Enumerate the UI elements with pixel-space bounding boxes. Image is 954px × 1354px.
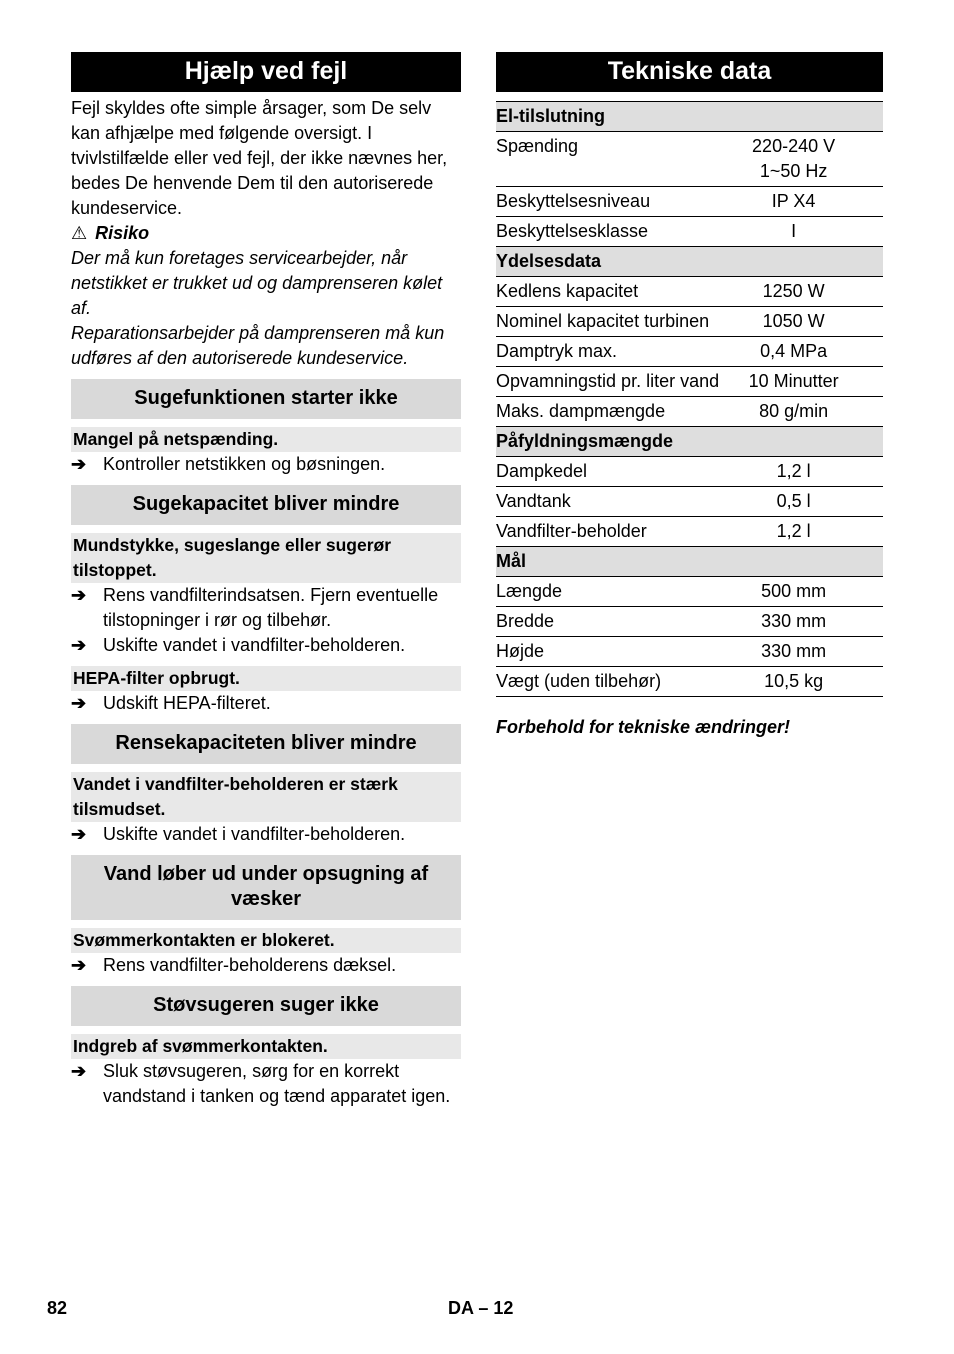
arrow-right-icon: ➔	[71, 454, 87, 474]
spec-label: Vægt (uden tilbehør)	[496, 667, 728, 697]
spec-value: I	[728, 217, 883, 247]
spec-value: 330 mm	[728, 607, 883, 637]
spec-group-row	[496, 547, 883, 577]
spec-label: Nominel kapacitet turbinen	[496, 307, 728, 337]
remedy-step-text: Kontroller netstikken og bøsningen.	[103, 454, 386, 474]
spec-value: 0,4 MPa	[728, 337, 883, 367]
section-heading: Støvsugeren suger ikke	[71, 986, 461, 1026]
spec-label: Vandfilter-beholder	[496, 517, 728, 547]
spec-value: 1050 W	[728, 307, 883, 337]
spec-label: Højde	[496, 637, 728, 667]
spec-label: Vandtank	[496, 487, 728, 517]
problem-cause: Indgreb af svømmerkontakten.	[71, 1034, 461, 1059]
spec-group-row	[496, 427, 883, 457]
remedy-step-text: Uskifte vandet i vandfilter-beholderen.	[103, 824, 406, 844]
spec-value: 220-240 V 1~50 Hz	[728, 132, 883, 187]
spec-value: 1,2 l	[728, 457, 883, 487]
spec-label: Beskyttelsesklasse	[496, 217, 728, 247]
arrow-right-icon: ➔	[71, 955, 87, 975]
spec-row	[496, 637, 883, 667]
spec-value: 1,2 l	[728, 517, 883, 547]
troubleshooting-column	[71, 52, 461, 1109]
spec-group-name: El-tilslutning	[496, 102, 883, 132]
remedy-step	[71, 583, 461, 633]
spec-value: 10 Minutter	[728, 367, 883, 397]
spec-value: 0,5 l	[728, 487, 883, 517]
spec-value: 10,5 kg	[728, 667, 883, 697]
technical-data-title: Tekniske data	[496, 52, 883, 92]
spec-row	[496, 367, 883, 397]
problem-cause: Mundstykke, sugeslange eller sugerør tilstoppet.	[71, 533, 461, 583]
warning-label-row	[71, 221, 461, 246]
warning-text-1: Der må kun foretages servicearbejder, når netstikket er trukket ud og damprenseren kølet af.	[71, 248, 443, 318]
spec-group-name: Påfyldningsmængde	[496, 427, 883, 457]
technical-changes-note: Forbehold for tekniske ændringer!	[496, 717, 791, 737]
troubleshooting-sections	[71, 379, 461, 1109]
remedy-step	[71, 691, 461, 716]
spec-label: Spænding	[496, 132, 728, 187]
remedy-step	[71, 953, 461, 978]
troubleshooting-title: Hjælp ved fejl	[71, 52, 461, 92]
remedy-step-text: Rens vandfilter-beholderens dæksel.	[103, 955, 397, 975]
spec-row	[496, 607, 883, 637]
remedy-step-text: Rens vandfilterindsatsen. Fjern eventuelle tilstopninger i rør og tilbehør.	[103, 585, 439, 630]
page-number: 82	[47, 1298, 68, 1318]
remedy-step	[71, 452, 461, 477]
spec-group-row	[496, 102, 883, 132]
spec-label: Dampkedel	[496, 457, 728, 487]
arrow-right-icon: ➔	[71, 824, 87, 844]
spec-value: 330 mm	[728, 637, 883, 667]
arrow-right-icon: ➔	[71, 585, 87, 605]
intro-text: Fejl skyldes ofte simple årsager, som De selv kan afhjælpe med følgende oversigt. I tvivlstilfælde eller ved fejl, der ikke nævnes her, bedes De henvende Dem til den autoriserede kundeservice.	[71, 98, 448, 218]
spec-group-name: Mål	[496, 547, 883, 577]
remedy-step	[71, 822, 461, 847]
spec-label: Maks. dampmængde	[496, 397, 728, 427]
arrow-right-icon: ➔	[71, 635, 87, 655]
spec-row	[496, 187, 883, 217]
spec-group-name: Ydelsesdata	[496, 247, 883, 277]
spec-label: Længde	[496, 577, 728, 607]
warning-triangle-icon: ⚠	[71, 223, 88, 243]
problem-cause: Vandet i vandfilter-beholderen er stærk tilsmudset.	[71, 772, 461, 822]
remedy-step-text: Sluk støvsugeren, sørg for en korrekt vandstand i tanken og tænd apparatet igen.	[103, 1061, 451, 1106]
spec-row	[496, 337, 883, 367]
warning-text-2: Reparationsarbejder på damprenseren må kun udføres af den autoriserede kundeservice.	[71, 323, 445, 368]
technical-data-table	[496, 101, 883, 697]
remedy-step-text: Uskifte vandet i vandfilter-beholderen.	[103, 635, 406, 655]
spec-row	[496, 132, 883, 187]
spec-row	[496, 307, 883, 337]
spec-label: Bredde	[496, 607, 728, 637]
problem-cause: HEPA-filter opbrugt.	[71, 666, 461, 691]
remedy-step-text: Udskift HEPA-filteret.	[103, 693, 271, 713]
problem-cause: Svømmerkontakten er blokeret.	[71, 928, 461, 953]
spec-value: 500 mm	[728, 577, 883, 607]
section-heading: Rensekapaciteten bliver mindre	[71, 724, 461, 764]
spec-row	[496, 487, 883, 517]
spec-value: 80 g/min	[728, 397, 883, 427]
technical-data-column	[496, 52, 883, 738]
remedy-step	[71, 1059, 461, 1109]
spec-row	[496, 577, 883, 607]
problem-cause: Mangel på netspænding.	[71, 427, 461, 452]
spec-row	[496, 397, 883, 427]
spec-row	[496, 277, 883, 307]
spec-label: Beskyttelsesniveau	[496, 187, 728, 217]
spec-row	[496, 217, 883, 247]
spec-label: Opvamningstid pr. liter vand	[496, 367, 728, 397]
section-heading: Sugekapacitet bliver mindre	[71, 485, 461, 525]
spec-row	[496, 667, 883, 697]
spec-value: 1250 W	[728, 277, 883, 307]
spec-value: IP X4	[728, 187, 883, 217]
spec-row	[496, 517, 883, 547]
spec-label: Kedlens kapacitet	[496, 277, 728, 307]
section-heading: Sugefunktionen starter ikke	[71, 379, 461, 419]
section-code: DA – 12	[448, 1298, 514, 1318]
spec-label: Damptryk max.	[496, 337, 728, 367]
remedy-step	[71, 633, 461, 658]
arrow-right-icon: ➔	[71, 1061, 87, 1081]
arrow-right-icon: ➔	[71, 693, 87, 713]
spec-row	[496, 457, 883, 487]
warning-label: Risiko	[95, 223, 150, 243]
section-heading: Vand løber ud under opsugning af væsker	[71, 855, 461, 920]
spec-group-row	[496, 247, 883, 277]
